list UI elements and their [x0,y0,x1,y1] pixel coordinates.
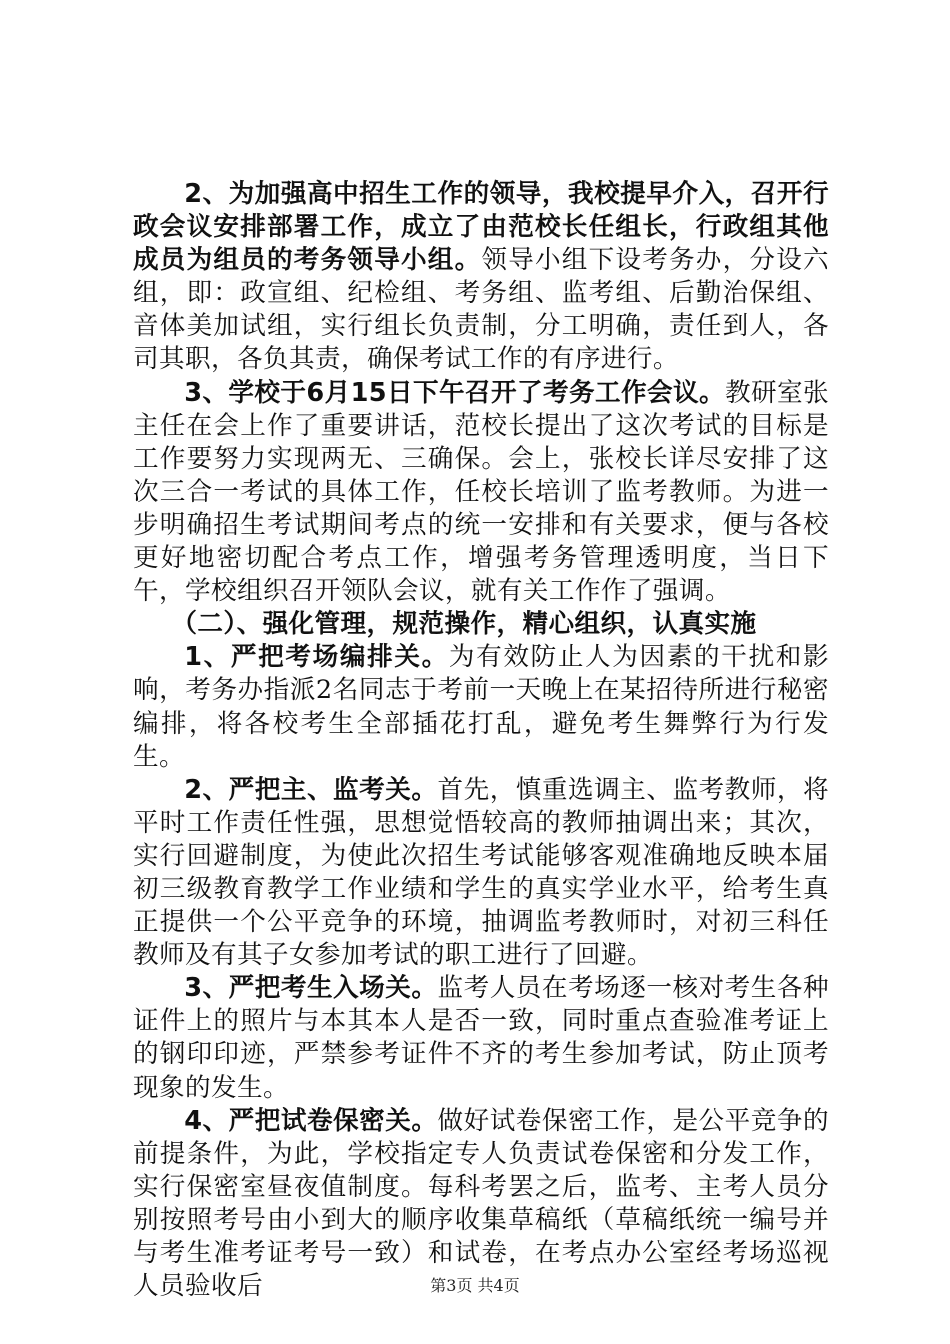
section-paragraph-2-text: 首先，慎重选调主、监考教师，将平时工作责任性强，思想觉悟较高的教师抽调出来；其次，实行回避制度，为使此次招生考试能够客观准确地反映本届初三级教育教学工作业绩和学生的真实学业水平，给考生真正提供一个公平竞争的环境，抽调监考教师时，对初三科任教师及有其子女参加考试的职工进行了回避。 [133,774,829,971]
section-paragraph-3-lead: 3、严把考生入场关。 [184,973,438,1004]
section-paragraph-1-lead: 1、严把考场编排关。 [184,642,449,673]
paragraph-2-lead: 3、学校于6月15日下午召开了考务工作会议。 [184,377,725,408]
paragraph-1-lead: 2、为加强高中招生工作的领导，我校提早介入，召开行政会议安排部署工作，成立了由范校长任组长，行政组其他成员为组员的考务领导小组。 [133,179,829,276]
paragraph-1-text: 领导小组下设考务办，分设六组，即：政宣组、纪检组、考务组、监考组、后勤治保组、音体美加试组，实行组长负责制，分工明确，责任到人，各司其职，各负其责，确保考试工作的有序进行。 [133,245,830,375]
section-paragraph-1-text: 为有效防止人为因素的干扰和影响，考务办指派2名同志于考前一天晚上在某招待所进行秘密编排，将各校考生全部插花打乱，避免考生舞弊行为行发生。 [133,642,829,772]
section-paragraph-4-text: 做好试卷保密工作，是公平竞争的前提条件，为此，学校指定专人负责试卷保密和分发工作，实行保密室昼夜值制度。每科考罢之后，监考、主考人员分别按照考号由小到大的顺序收集草稿纸（草稿纸统一编号并与考生准考证考号一致）和试卷，在考点办公室经考场巡视人员验收后 [133,1105,829,1302]
section-paragraph-2-lead: 2、严把主、监考关。 [184,774,438,805]
paragraph-2-text: 教研室张主任在会上作了重要讲话，范校长提出了这次考试的目标是工作要努力实现两无、三确保。会上，张校长详尽安排了这次三合一考试的具体工作，任校长培训了监考教师。为进一步明确招生考试期间考点的统一安排和有关要求，便与各校更好地密切配合考点工作，增强考务管理透明度，当日下午，学校组织召开领队会议，就有关工作作了强调。 [133,377,829,607]
section-paragraph-4-lead: 4、严把试卷保密关。 [184,1105,438,1136]
section-paragraph-2 [133,774,829,973]
section-paragraph-1 [133,641,829,773]
section-paragraph-3-text: 监考人员在考场逐一核对考生各种证件上的照片与本其本人是否一致，同时重点查验准考证上的钢印印迹，严禁参考证件不齐的考生参加考试，防止顶考现象的发生。 [133,973,829,1103]
section-heading: （二）、强化管理，规范操作，精心组织，认真实施 [171,609,757,640]
document-body [133,178,829,1303]
paragraph-2 [133,377,829,609]
section-paragraph-3 [133,972,829,1104]
paragraph-1 [133,178,829,377]
page-footer: 第3页 共4页 [430,1276,520,1295]
section-paragraph-4 [133,1105,829,1304]
